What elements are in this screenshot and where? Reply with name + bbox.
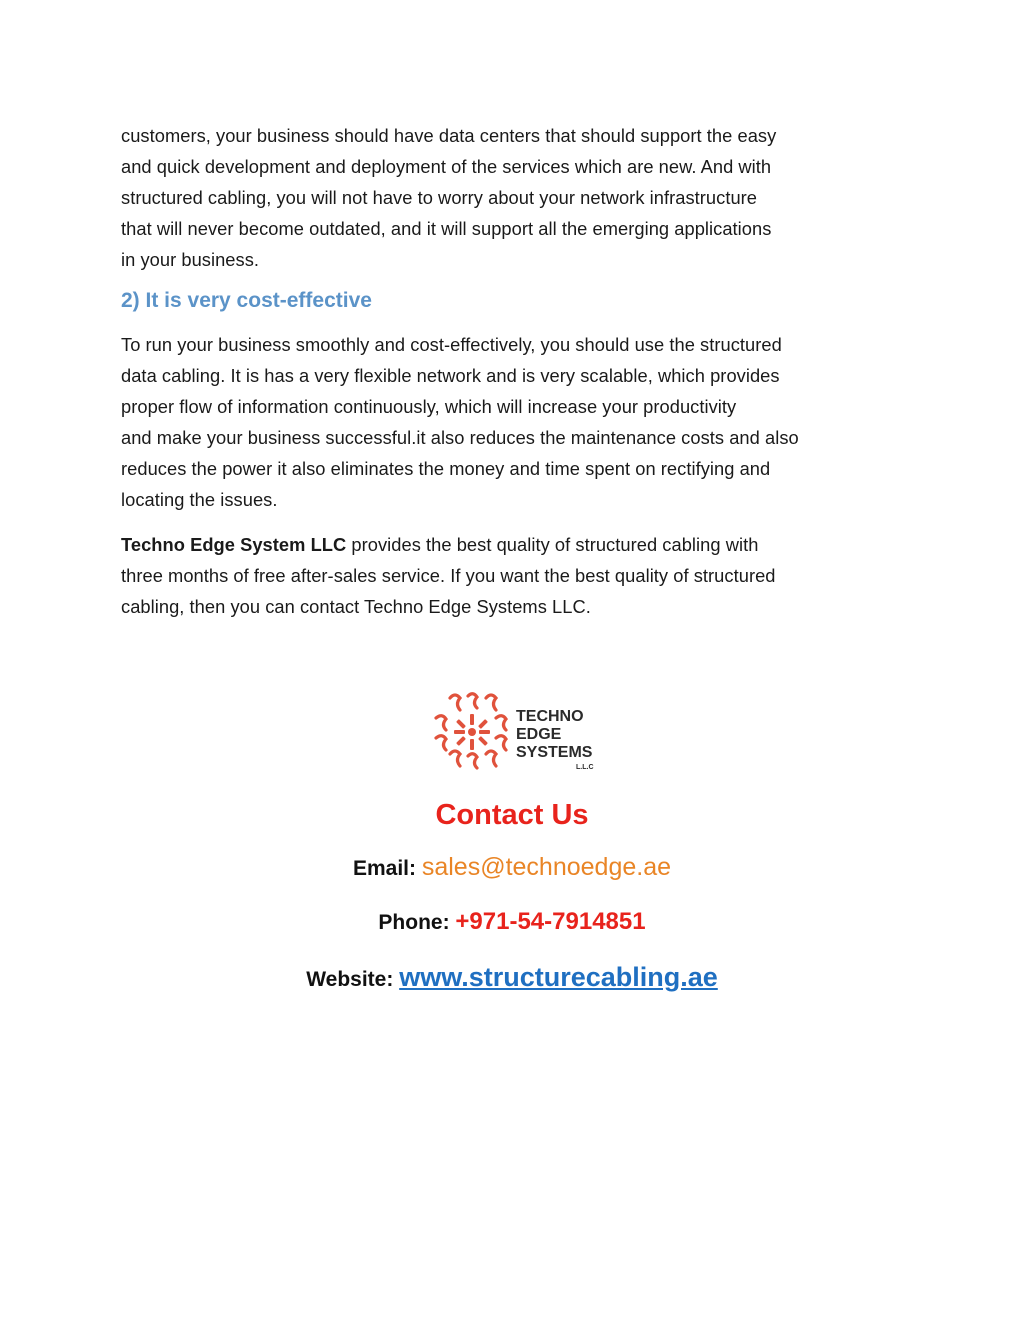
logo-text-line2: EDGE (516, 726, 562, 743)
company-name: Techno Edge System LLC (121, 534, 347, 555)
phone-line (0, 908, 1024, 936)
website-line (0, 962, 1024, 993)
email-label: Email: (352, 857, 422, 880)
website-label: Website: (306, 968, 400, 991)
email-link[interactable]: sales@technoedge.ae (421, 853, 672, 881)
logo-mark-icon (430, 690, 600, 772)
logo-text-line4: L.L.C (576, 764, 594, 771)
intro-paragraph: customers, your business should have data centers that should support the easy and quick development and deployment of the services which are new. And with structured cabling, you will not have to worry about your network infrastructure that will never become outdated, and it will support all the emerging applications in your business. (121, 125, 777, 270)
website-link[interactable]: www.structurecabling.ae (399, 962, 718, 992)
body-content (121, 120, 911, 622)
company-logo (430, 690, 600, 772)
email-line (0, 853, 1024, 882)
contact-title: Contact Us (435, 799, 589, 831)
phone-label: Phone: (378, 911, 456, 934)
logo-text-line1: TECHNO (516, 708, 584, 725)
phone-link[interactable]: +971-54-7914851 (455, 908, 646, 935)
section-heading: 2) It is very cost-effective (121, 289, 372, 312)
company-description: provides the best quality of structured cabling with three months of free after-sales service. If you want the best quality of structured cabling, then you can contact Techno Edge Systems LLC. (121, 534, 776, 617)
cost-paragraph: To run your business smoothly and cost-effectively, you should use the structured data cabling. It is has a very flexible network and is very scalable, which provides proper flow of information continuously, which will increase your productivity and make your business successful.it also reduces the maintenance costs and also reduces the power it also eliminates the money and time spent on rectifying and locating the issues. (121, 334, 799, 510)
logo-text-line3: SYSTEMS (516, 744, 593, 761)
company-paragraph (121, 529, 911, 622)
